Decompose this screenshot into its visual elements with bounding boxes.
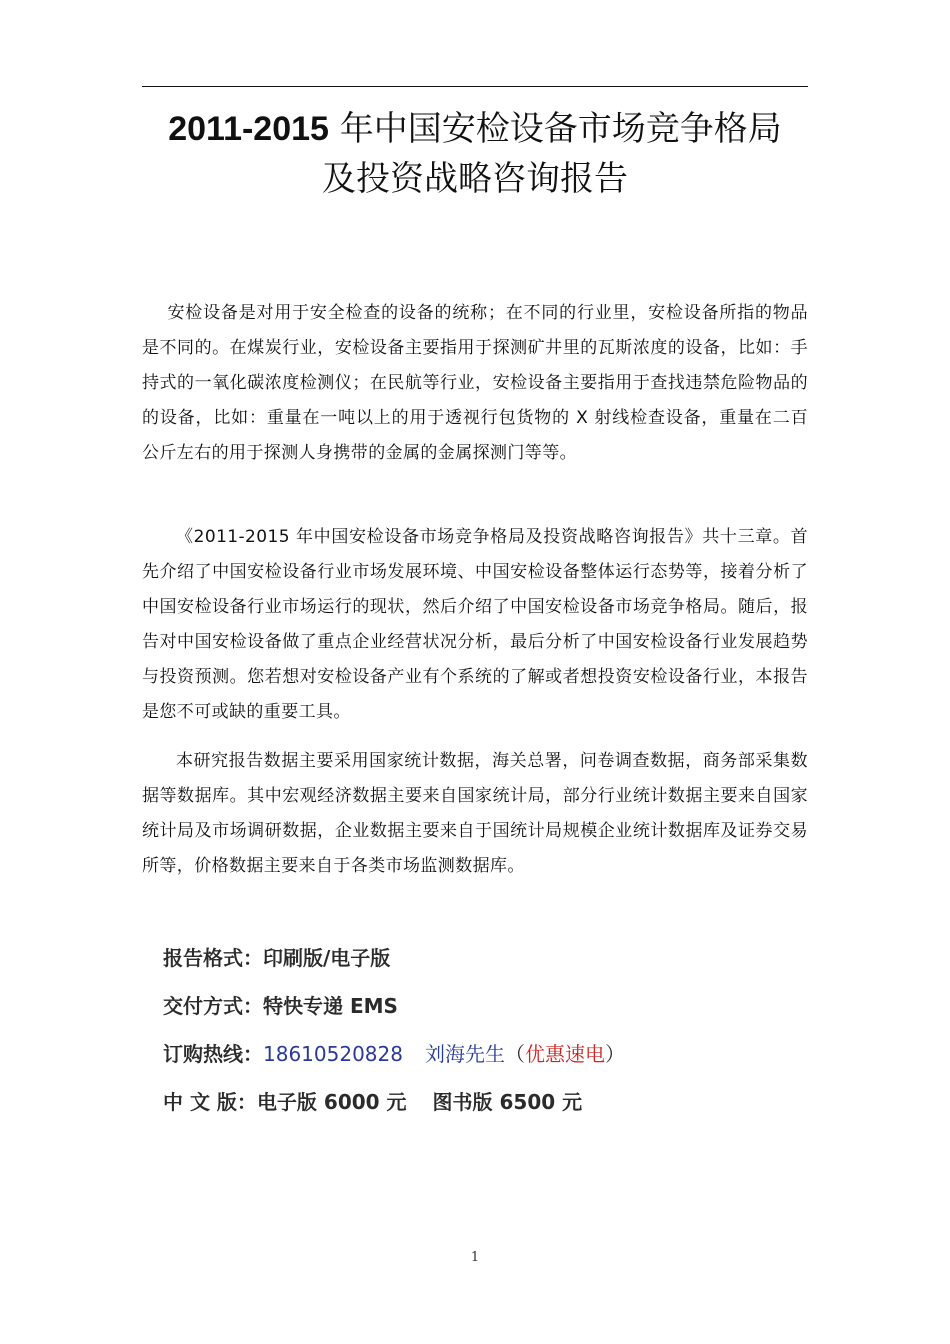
paren-close: ） [604, 1042, 625, 1066]
hotline-contact: 刘海先生 [424, 1042, 505, 1066]
format-row [163, 934, 823, 982]
hotline-phone[interactable]: 18610520828 [263, 1042, 403, 1066]
format-value: 印刷版/电子版 [263, 946, 391, 970]
promo-text: 优惠速电 [524, 1042, 605, 1066]
format-label: 报告格式： [163, 946, 263, 970]
title-line-1-rest: 年中国安检设备市场竞争格局 [339, 109, 782, 149]
title-year-range: 2011-2015 [168, 110, 329, 148]
data-sources-paragraph: 本研究报告数据主要采用国家统计数据，海关总署，问卷调查数据，商务部采集数据等数据库。其中宏观经济数据主要来自国家统计局，部分行业统计数据主要来自国家统计局及市场调研数据，企业数据主要来自于国统计局规模企业统计数据库及证券交易所等，价格数据主要来自于各类市场监测数据库。 [142, 751, 808, 876]
title-line-2: 及投资战略咨询报告 [322, 159, 628, 199]
price-electronic: 电子版 6000 元 [256, 1090, 407, 1114]
page-number: 1 [470, 1250, 480, 1265]
top-rule [142, 86, 808, 87]
paren-open: （ [504, 1042, 525, 1066]
order-info-block [163, 934, 823, 1126]
price-print: 图书版 6500 元 [432, 1090, 583, 1114]
report-summary-paragraph: 《2011-2015 年中国安检设备市场竞争格局及投资战略咨询报告》共十三章。首先介绍了中国安检设备行业市场发展环境、中国安检设备整体运行态势等，接着分析了中国安检设备行业市场运行的现状，然后介绍了中国安检设备市场竞争格局。随后，报告对中国安检设备做了重点企业经营状况分析，最后分析了中国安检设备行业发展趋势与投资预测。您若想对安检设备产业有个系统的了解或者想投资安检设备行业，本报告是您不可或缺的重要工具。 [142, 527, 808, 722]
delivery-value: 特快专递 EMS [263, 994, 398, 1018]
intro-paragraph: 安检设备是对用于安全检查的设备的统称；在不同的行业里，安检设备所指的物品是不同的。在煤炭行业，安检设备主要指用于探测矿井里的瓦斯浓度的设备，比如：手持式的一氧化碳浓度检测仪；在民航等行业，安检设备主要指用于查找违禁危险物品的的设备，比如：重量在一吨以上的用于透视行包货物的 X 射线检查设备，重量在二百公斤左右的用于探测人身携带的金属的金属探测门等等。 [142, 303, 808, 463]
delivery-label: 交付方式： [163, 994, 263, 1018]
document-title [120, 104, 830, 204]
hotline-label: 订购热线： [163, 1042, 263, 1066]
delivery-row [163, 982, 823, 1030]
hotline-row [163, 1030, 823, 1078]
title-line-1 [120, 104, 830, 154]
price-row [163, 1078, 823, 1126]
price-label: 中 文 版： [163, 1090, 257, 1114]
